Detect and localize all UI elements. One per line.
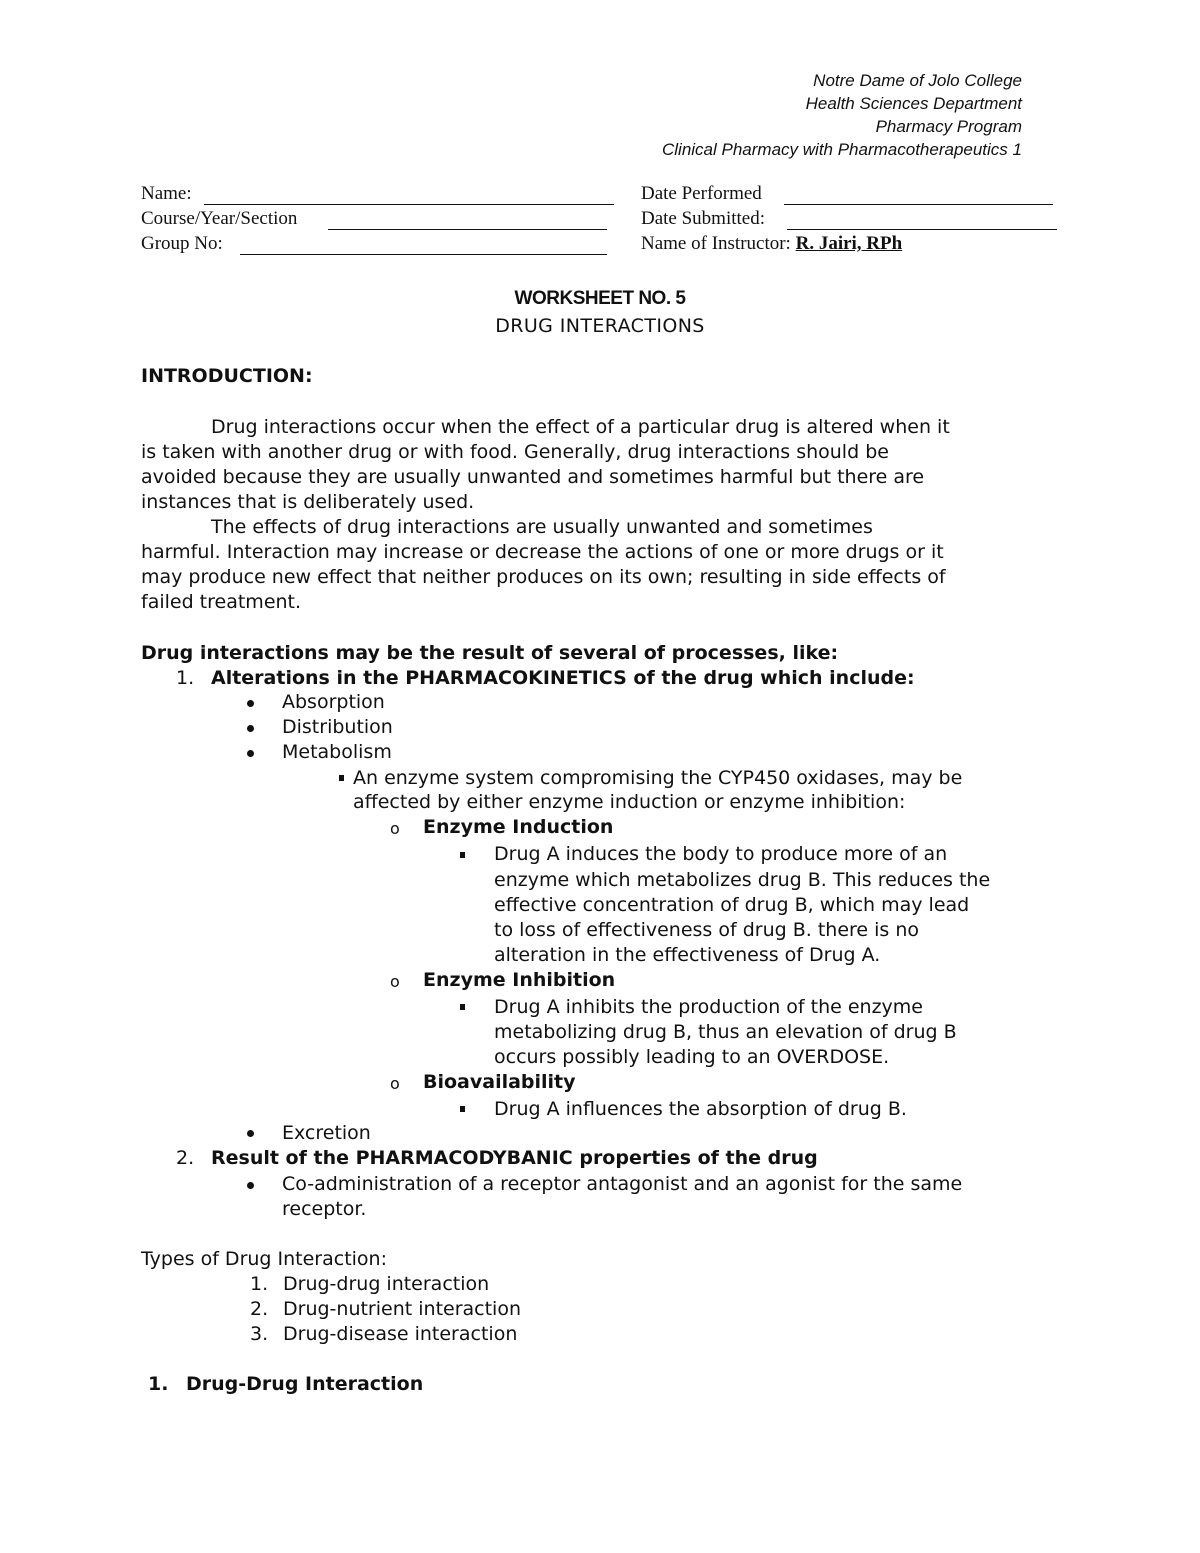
course-label: Course/Year/Section (141, 208, 298, 229)
introduction-heading: INTRODUCTION: (141, 365, 313, 387)
instructor-label: Name of Instructor: (641, 233, 791, 254)
college-name: Notre Dame of Jolo College (813, 71, 1022, 90)
bullet-icon (247, 725, 254, 732)
date-submitted-field[interactable] (787, 229, 1057, 230)
name-field[interactable] (204, 204, 614, 205)
bullet-icon (247, 750, 254, 757)
types-item: Drug-disease interaction (283, 1323, 518, 1345)
types-item: Drug-drug interaction (283, 1273, 490, 1295)
date-submitted-label: Date Submitted: (641, 208, 766, 229)
bioavailability-title: Bioavailability (423, 1071, 576, 1093)
induction-line: effective concentration of drug B, which may lead (494, 894, 970, 916)
processes-lead: Drug interactions may be the result of several of processes, like: (141, 642, 839, 664)
intro-p1-line: instances that is deliberately used. (141, 491, 475, 513)
pk-excretion: Excretion (282, 1122, 371, 1144)
cyp-line: affected by either enzyme induction or enzyme inhibition: (353, 791, 906, 813)
group-field[interactable] (240, 254, 607, 255)
inhibition-line: Drug A inhibits the production of the enzyme (494, 996, 923, 1018)
intro-p2-line: failed treatment. (141, 591, 302, 613)
topic-title: DRUG INTERACTIONS (495, 315, 705, 337)
induction-line: to loss of effectiveness of drug B. there is no (494, 919, 920, 941)
inhibition-line: metabolizing drug B, thus an elevation of drug B (494, 1021, 957, 1043)
bullet-icon (247, 700, 254, 707)
induction-line: alteration in the effectiveness of Drug A. (494, 944, 881, 966)
intro-p1-line: is taken with another drug or with food. Generally, drug interactions should be (141, 441, 889, 463)
date-performed-label: Date Performed (641, 183, 762, 204)
department-name: Health Sciences Department (805, 94, 1022, 113)
bioavailability-line: Drug A influences the absorption of drug B. (494, 1098, 907, 1120)
item1-number: 1. (176, 667, 195, 689)
section1-title: Drug-Drug Interaction (186, 1373, 424, 1395)
pk-distribution: Distribution (282, 716, 393, 738)
square-bullet-icon (460, 852, 465, 858)
instructor-name: R. Jairi, RPh (795, 233, 903, 254)
types-number: 2. (250, 1298, 269, 1320)
section1-number: 1. (148, 1373, 169, 1395)
inhibition-line: occurs possibly leading to an OVERDOSE. (494, 1046, 890, 1068)
bullet-icon (247, 1182, 254, 1189)
circle-bullet-icon: o (390, 819, 400, 838)
pk-metabolism: Metabolism (282, 741, 392, 763)
worksheet-title: WORKSHEET NO. 5 (514, 288, 686, 309)
bullet-icon (247, 1130, 254, 1137)
course-name: Clinical Pharmacy with Pharmacotherapeutics 1 (662, 140, 1022, 159)
types-number: 3. (250, 1323, 269, 1345)
induction-line: enzyme which metabolizes drug B. This reduces the (494, 869, 991, 891)
square-bullet-icon (339, 775, 344, 781)
pd-line: receptor. (282, 1198, 367, 1220)
inhibition-title: Enzyme Inhibition (423, 969, 616, 991)
cyp-line: An enzyme system compromising the CYP450 oxidases, may be (353, 767, 963, 789)
induction-line: Drug A induces the body to produce more of an (494, 843, 948, 865)
pk-absorption: Absorption (282, 691, 385, 713)
induction-title: Enzyme Induction (423, 816, 614, 838)
intro-p2-line: The effects of drug interactions are usually unwanted and sometimes (211, 516, 873, 538)
item2-number: 2. (176, 1147, 195, 1169)
circle-bullet-icon: o (390, 1074, 400, 1093)
circle-bullet-icon: o (390, 972, 400, 991)
group-label: Group No: (141, 233, 223, 254)
course-field[interactable] (328, 229, 607, 230)
pharmacokinetics-item: Alterations in the PHARMACOKINETICS of the drug which include: (211, 667, 915, 689)
intro-p1-line: avoided because they are usually unwanted and sometimes harmful but there are (141, 466, 925, 488)
square-bullet-icon (460, 1106, 465, 1112)
pharmacodynamic-item: Result of the PHARMACODYBANIC properties of the drug (211, 1147, 818, 1169)
types-number: 1. (250, 1273, 269, 1295)
date-performed-field[interactable] (784, 204, 1053, 205)
intro-p2-line: may produce new effect that neither produces on its own; resulting in side effects of (141, 566, 946, 588)
types-heading: Types of Drug Interaction: (141, 1248, 387, 1270)
instructor-row (641, 233, 902, 255)
intro-p2-line: harmful. Interaction may increase or decrease the actions of one or more drugs or it (141, 541, 944, 563)
types-item: Drug-nutrient interaction (283, 1298, 522, 1320)
pd-line: Co-administration of a receptor antagonist and an agonist for the same (282, 1173, 963, 1195)
square-bullet-icon (460, 1004, 465, 1010)
name-label: Name: (141, 183, 192, 204)
intro-p1-line: Drug interactions occur when the effect of a particular drug is altered when it (211, 416, 950, 438)
program-name: Pharmacy Program (875, 117, 1022, 136)
